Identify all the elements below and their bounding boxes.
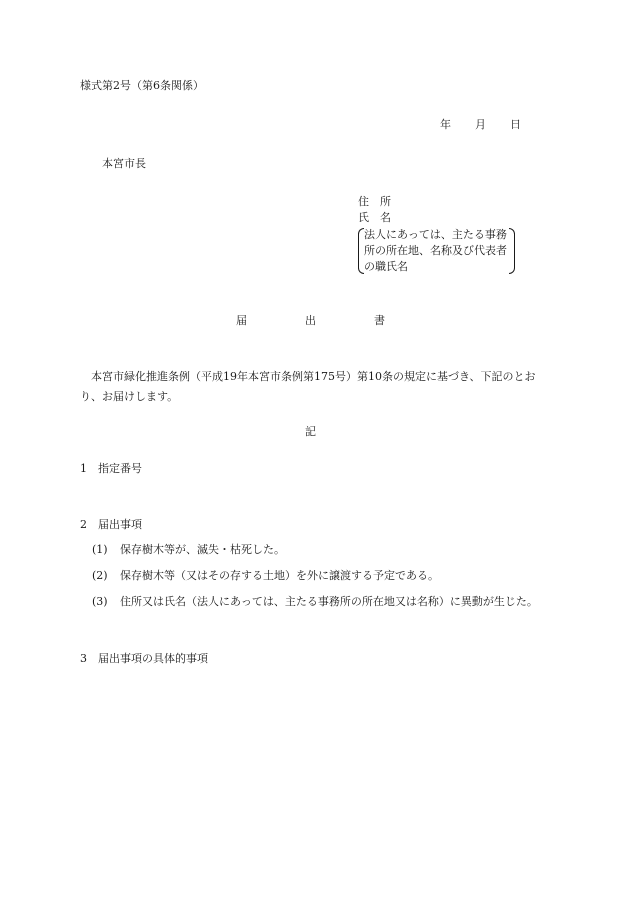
date-month: 月 <box>475 118 486 131</box>
section-number: 1 <box>80 462 87 475</box>
document-title <box>236 314 385 329</box>
title-char: 届 <box>236 314 247 327</box>
section-label: 指定番号 <box>98 462 142 475</box>
section-specific-details <box>80 652 208 667</box>
corporate-note <box>358 227 515 275</box>
item-text: 住所又は氏名（法人にあっては、主たる事務所の所在地又は名称）に異動が生じた。 <box>120 595 538 608</box>
list-item <box>92 569 439 584</box>
applicant-block <box>358 194 515 275</box>
date-line <box>440 118 521 133</box>
date-day: 日 <box>510 118 521 131</box>
title-char: 出 <box>305 314 316 327</box>
title-char: 書 <box>374 314 385 327</box>
section-number: 2 <box>80 518 87 531</box>
section-notification-items <box>80 518 142 533</box>
corporate-note-line: 所の所在地、名称及び代表者 <box>364 244 507 257</box>
section-label: 届出事項の具体的事項 <box>98 652 208 665</box>
date-year: 年 <box>440 118 451 131</box>
name-label: 氏 名 <box>358 211 391 224</box>
form-number: 様式第2号（第6条関係） <box>80 79 204 92</box>
list-item <box>92 543 285 558</box>
body-text: 本宮市緑化推進条例（平成19年本宮市条例第175号）第10条の規定に基づき、下記のとおり、お届けします。 <box>80 370 536 403</box>
section-label: 届出事項 <box>98 518 142 531</box>
section-number: 3 <box>80 652 87 665</box>
addressee: 本宮市長 <box>102 157 146 170</box>
corporate-note-line: 法人にあっては、主たる事務 <box>364 228 507 241</box>
item-number: (2) <box>92 569 108 582</box>
section-designation-number <box>80 462 142 477</box>
item-number: (1) <box>92 543 108 556</box>
corporate-note-line: の職氏名 <box>364 260 408 273</box>
list-item <box>92 595 538 610</box>
ki-heading: 記 <box>305 425 316 438</box>
address-label: 住 所 <box>358 195 391 208</box>
item-number: (3) <box>92 595 108 608</box>
item-text: 保存樹木等（又はその存する土地）を外に譲渡する予定である。 <box>120 569 439 582</box>
item-text: 保存樹木等が、滅失・枯死した。 <box>120 543 285 556</box>
